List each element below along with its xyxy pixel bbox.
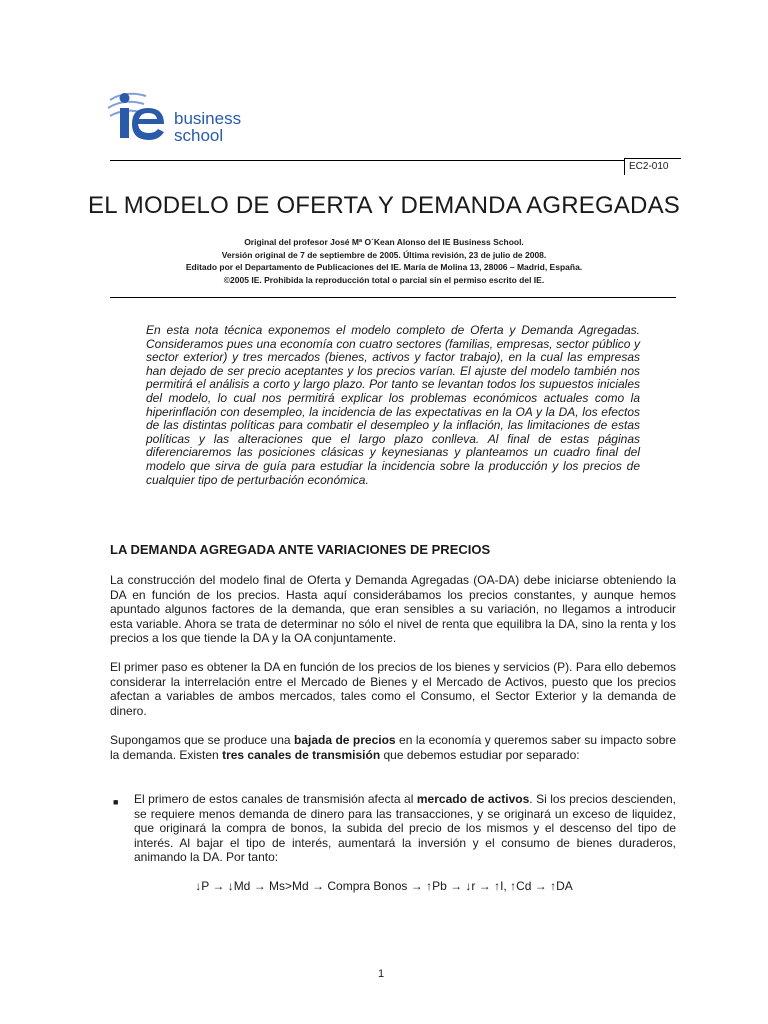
bullet-text: . Si los precios descienden, se requiere menos demanda de dinero para las transacciones, y se originará un exceso de liquidez, que originará la compra de bonos, la subida del precio de los mismos y el descenso del tipo de interés. Al bajar el tipo de interés, aumentará la inversión y el consumo de bienes duraderos, animando la DA. Por tanto:	[134, 792, 676, 864]
credit-line: Versión original de 7 de septiembre de 2005. Última revisión, 23 de julio de 2008.	[221, 249, 547, 260]
paragraph-2: El primer paso es obtener la DA en función de los precios de los bienes y servicios (P). Para ello debemos considerar la interrelación entre el Mercado de Bienes y el Mercado de Activos, puesto que los precios afectan a variables de ambos mercados, tales como el Consumo, el Sector Exterior y la demanda de dinero.	[110, 660, 676, 718]
ie-logo-icon	[106, 86, 176, 144]
transmission-formula: ↓P → ↓Md → Ms>Md → Compra Bonos → ↑Pb → ↓r → ↑I, ↑Cd → ↑DA	[195, 879, 573, 893]
paragraph-3-bold-text: tres canales de transmisión	[222, 747, 381, 762]
page-number: 1	[378, 968, 385, 980]
logo-wordmark	[174, 110, 241, 144]
paragraph-3-text: Supongamos que se produce una	[110, 733, 294, 747]
bullet-bold-text: mercado de activos	[416, 792, 530, 806]
paragraph-1: La construcción del modelo final de Oferta y Demanda Agregadas (OA-DA) debe iniciarse obteniendo la DA en función de los precios. Hasta aquí considerábamos los precios constantes, y aunque hemos apuntado algunos factores de la demanda, que eran sensibles a su variación, no llegamos a introducir esta variable. Ahora se trata de determinar no sólo el nivel de renta que equilibra la DA, sino la renta y los precios a los que tiende la DA y la OA conjuntamente.	[110, 573, 676, 645]
paragraph-3-bold-text: bajada de precios	[294, 733, 396, 747]
bullet-item	[134, 792, 676, 865]
header-rule	[110, 160, 625, 161]
ie-business-school-logo	[106, 86, 256, 146]
section-heading: LA DEMANDA AGREGADA ANTE VARIACIONES DE PRECIOS	[110, 542, 491, 557]
credit-line: Editado por el Departamento de Publicaciones del IE. María de Molina 13, 28006 – Madrid, España.	[185, 262, 583, 272]
logo-line-school: school	[174, 126, 224, 145]
bullet-text: El primero de estos canales de transmisión afecta al	[134, 792, 417, 806]
bullet-square-icon: ■	[113, 797, 119, 807]
credit-line: Original del profesor José Mª O´Kean Alonso del IE Business School.	[244, 237, 524, 247]
credit-line: ©2005 IE. Prohibida la reproducción total o parcial sin el permiso escrito del IE.	[223, 274, 545, 285]
document-code: EC2-010	[624, 158, 681, 175]
paragraph-3-text: en la economía y queremos saber su impacto sobre la demanda. Existen	[110, 733, 677, 762]
credits-rule	[110, 297, 676, 298]
paragraph-3-text: que debemos estudiar por separado:	[380, 747, 580, 762]
paragraph-3	[110, 733, 676, 762]
credits-block	[0, 236, 768, 286]
abstract-paragraph: En esta nota técnica exponemos el modelo completo de Oferta y Demanda Agregadas. Consideramos pues una economía con cuatro sectores (familias, empresas, sector público y sector exterior) y tres mercados (bienes, activos y factor trabajo), en la cual las empresas han dejado de ser precio aceptantes y los precios varían. El ajuste del modelo también nos permitirá el análisis a corto y largo plazo. Por tanto se levantan todos los supuestos iniciales del modelo, lo cual nos permitirá explicar los problemas económicos actuales como la hiperinflación con desempleo, la incidencia de las expectativas en la OA y la DA, los efectos de las distintas políticas para combatir el desempleo y la inflación, las limitaciones de estas políticas y las alteraciones que el largo plazo conlleva. Al final de estas páginas diferenciaremos las posiciones clásicas y keynesianas y planteamos un cuadro final del modelo que sirva de guía para estudiar la incidencia sobre la producción y los precios de cualquier tipo de perturbación económica.	[146, 323, 640, 487]
document-title: EL MODELO DE OFERTA Y DEMANDA AGREGADAS	[88, 192, 680, 219]
logo-line-business: business	[174, 109, 242, 128]
